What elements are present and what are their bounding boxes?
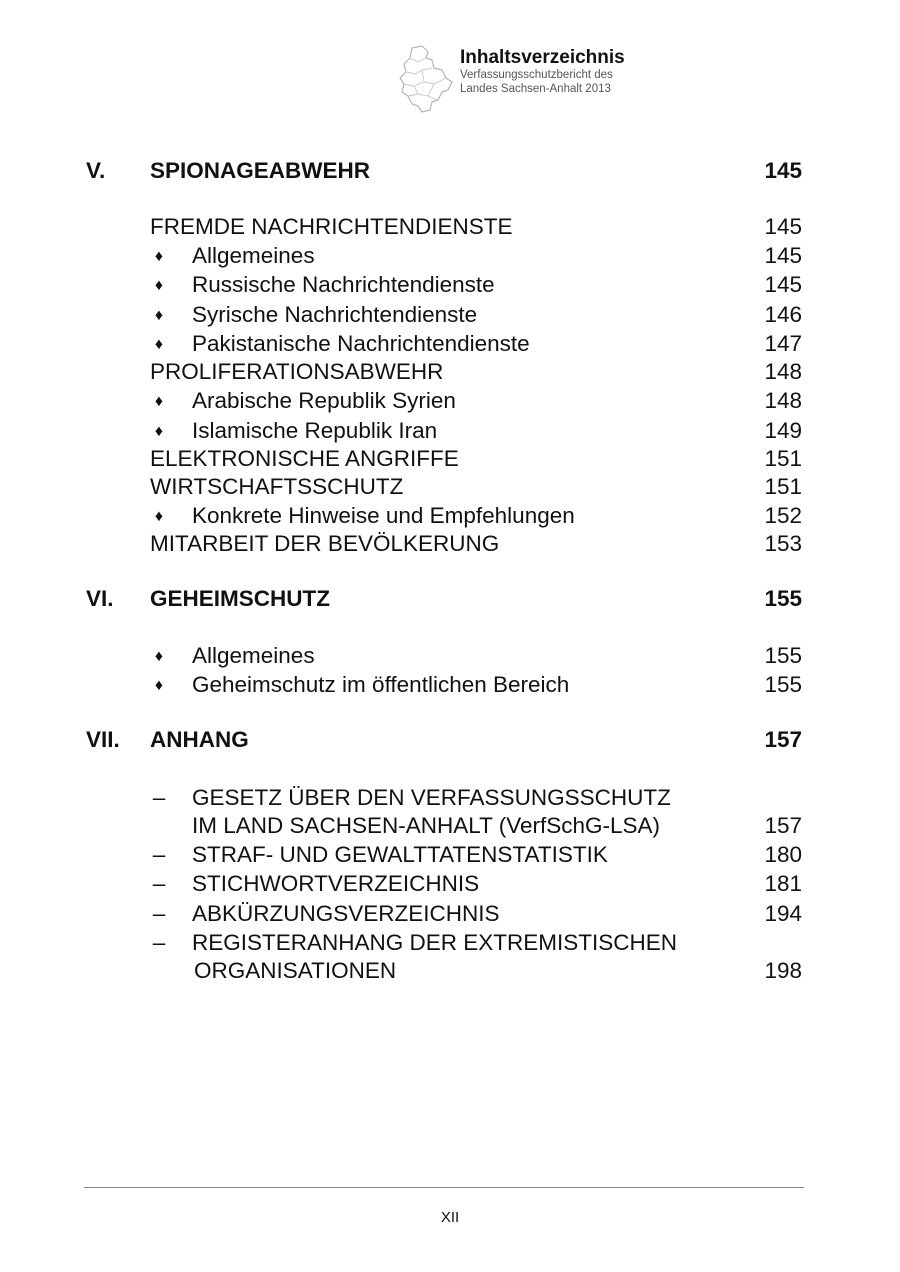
- toc-bullet-entry[interactable]: [0, 388, 900, 418]
- diamond-bullet-icon: ♦: [154, 393, 164, 410]
- diamond-bullet-icon: ♦: [154, 277, 164, 294]
- footer-page-number: XII: [440, 1209, 460, 1226]
- section-page: 145: [764, 214, 802, 239]
- toc-bullet-entry[interactable]: [0, 331, 900, 361]
- toc-dash-entry[interactable]: [0, 901, 900, 931]
- entry-title: Allgemeines: [192, 243, 315, 268]
- diamond-bullet-icon: ♦: [154, 336, 164, 353]
- section-title: ELEKTRONISCHE ANGRIFFE: [150, 446, 459, 471]
- chapter-page: 155: [764, 586, 802, 611]
- diamond-bullet-icon: ♦: [154, 423, 164, 440]
- chapter-title: GEHEIMSCHUTZ: [150, 586, 330, 611]
- chapter-page: 145: [764, 158, 802, 183]
- section-page: 148: [764, 359, 802, 384]
- diamond-bullet-icon: ♦: [154, 648, 164, 665]
- entry-page: 181: [764, 871, 802, 896]
- entry-title: ORGANISATIONEN: [194, 958, 397, 983]
- toc-dash-entry[interactable]: [0, 930, 900, 960]
- chapter-title: ANHANG: [150, 727, 249, 752]
- section-title: WIRTSCHAFTSSCHUTZ: [150, 474, 404, 499]
- entry-page: 147: [764, 331, 802, 356]
- entry-title: Syrische Nachrichtendienste: [192, 302, 478, 327]
- header-title: Inhaltsverzeichnis: [460, 47, 625, 68]
- footer-divider: [84, 1187, 804, 1188]
- toc-bullet-entry[interactable]: [0, 302, 900, 332]
- section-title: FREMDE NACHRICHTENDIENSTE: [150, 214, 513, 239]
- entry-title: Islamische Republik Iran: [192, 418, 438, 443]
- entry-title: STRAF- UND GEWALTTATENSTATISTIK: [192, 842, 608, 867]
- toc-section-entry[interactable]: [0, 531, 900, 561]
- entry-title: REGISTERANHANG DER EXTREMISTISCHEN: [192, 930, 678, 955]
- chapter-number: VI.: [86, 586, 114, 611]
- chapter-heading[interactable]: [0, 586, 900, 616]
- page-header: [398, 44, 698, 114]
- dash-bullet-icon: –: [152, 901, 166, 926]
- toc-continuation-entry[interactable]: [0, 813, 900, 843]
- entry-page: 148: [764, 388, 802, 413]
- dash-bullet-icon: –: [152, 930, 166, 955]
- toc-section-entry[interactable]: [0, 446, 900, 476]
- dash-bullet-icon: –: [152, 842, 166, 867]
- toc-bullet-entry[interactable]: [0, 418, 900, 448]
- entry-page: 155: [764, 643, 802, 668]
- header-subtitle-line-1: Verfassungsschutzbericht des: [460, 69, 613, 81]
- toc-bullet-entry[interactable]: [0, 243, 900, 273]
- entry-title: Geheimschutz im öffentlichen Bereich: [192, 672, 570, 697]
- entry-page: 157: [764, 813, 802, 838]
- toc-dash-entry[interactable]: [0, 785, 900, 815]
- toc-bullet-entry[interactable]: [0, 672, 900, 702]
- toc-section-entry[interactable]: [0, 214, 900, 244]
- section-page: 151: [764, 446, 802, 471]
- chapter-page: 157: [764, 727, 802, 752]
- toc-bullet-entry[interactable]: [0, 503, 900, 533]
- entry-page: 145: [764, 243, 802, 268]
- diamond-bullet-icon: ♦: [154, 307, 164, 324]
- entry-title: Allgemeines: [192, 643, 315, 668]
- entry-title: Arabische Republik Syrien: [192, 388, 456, 413]
- section-page: 153: [764, 531, 802, 556]
- section-title: MITARBEIT DER BEVÖLKERUNG: [150, 531, 500, 556]
- toc-continuation-entry[interactable]: [0, 958, 900, 988]
- dash-bullet-icon: –: [152, 785, 166, 810]
- entry-page: 155: [764, 672, 802, 697]
- entry-title: Konkrete Hinweise und Empfehlungen: [192, 503, 575, 528]
- toc-dash-entry[interactable]: [0, 871, 900, 901]
- sachsen-anhalt-map-icon: [398, 44, 454, 114]
- entry-page: 152: [764, 503, 802, 528]
- entry-title: Russische Nachrichtendienste: [192, 272, 495, 297]
- chapter-heading[interactable]: [0, 158, 900, 188]
- diamond-bullet-icon: ♦: [154, 508, 164, 525]
- chapter-title: SPIONAGEABWEHR: [150, 158, 371, 183]
- entry-title: Pakistanische Nachrichtendienste: [192, 331, 530, 356]
- toc-section-entry[interactable]: [0, 359, 900, 389]
- entry-title: GESETZ ÜBER DEN VERFASSUNGSSCHUTZ: [192, 785, 671, 810]
- entry-page: 198: [764, 958, 802, 983]
- chapter-number: V.: [86, 158, 106, 183]
- entry-page: 180: [764, 842, 802, 867]
- toc-bullet-entry[interactable]: [0, 272, 900, 302]
- entry-page: 146: [764, 302, 802, 327]
- entry-page: 145: [764, 272, 802, 297]
- section-page: 151: [764, 474, 802, 499]
- section-title: PROLIFERATIONSABWEHR: [150, 359, 444, 384]
- diamond-bullet-icon: ♦: [154, 677, 164, 694]
- header-subtitle-line-2: Landes Sachsen-Anhalt 2013: [460, 83, 611, 95]
- dash-bullet-icon: –: [152, 871, 166, 896]
- entry-title: ABKÜRZUNGSVERZEICHNIS: [192, 901, 500, 926]
- entry-title: IM LAND SACHSEN-ANHALT (VerfSchG-LSA): [192, 813, 661, 838]
- toc-bullet-entry[interactable]: [0, 643, 900, 673]
- toc-section-entry[interactable]: [0, 474, 900, 504]
- chapter-heading[interactable]: [0, 727, 900, 757]
- entry-title: STICHWORTVERZEICHNIS: [192, 871, 480, 896]
- chapter-number: VII.: [86, 727, 120, 752]
- entry-page: 149: [764, 418, 802, 443]
- toc-dash-entry[interactable]: [0, 842, 900, 872]
- entry-page: 194: [764, 901, 802, 926]
- diamond-bullet-icon: ♦: [154, 248, 164, 265]
